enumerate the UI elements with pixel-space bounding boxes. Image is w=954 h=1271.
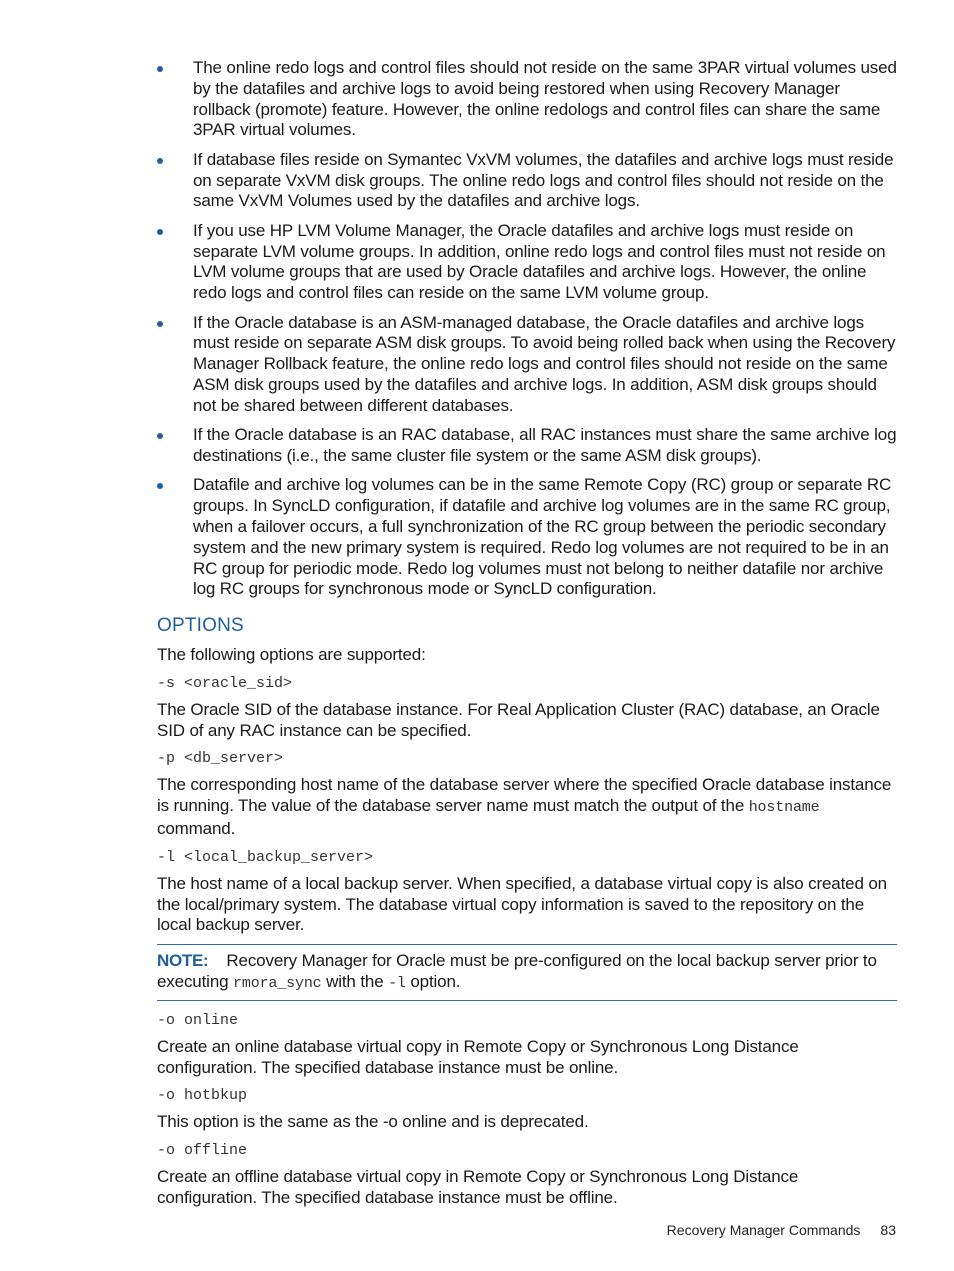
option-l-description: The host name of a local backup server. When specified, a database virtual copy is also created on the local/primary system. The database virtual copy information is saved to the repository on the local backup server. — [157, 873, 887, 935]
list-item — [157, 313, 897, 417]
option-l-flag: -l <local_backup_server> — [157, 848, 374, 866]
bullet-icon — [157, 66, 163, 72]
list-item — [157, 150, 897, 212]
list-item-text: If the Oracle database is an RAC database, all RAC instances must share the same archive log destinations (i.e., the same cluster file system or the same ASM disk groups). — [193, 425, 897, 465]
list-item — [157, 425, 897, 467]
list-item-text: If the Oracle database is an ASM-managed database, the Oracle datafiles and archive logs must reside on separate ASM disk groups. To avoid being rolled back when using the Recovery Manager Rollback feature, the online redo logs and control files should not reside on the same ASM disk groups used by the datafiles and archive logs. In addition, ASM disk groups should not be shared between different databases. — [193, 312, 896, 415]
bullet-icon — [157, 229, 163, 235]
option-online-flag: -o online — [157, 1011, 239, 1029]
option-offline-flag: -o offline — [157, 1142, 248, 1160]
list-item — [157, 221, 897, 304]
option-p-text-b: command. — [157, 819, 236, 839]
list-item — [157, 475, 897, 600]
option-online-description: Create an online database virtual copy in Remote Copy or Synchronous Long Distance configuration. The specified database instance must be online. — [157, 1036, 799, 1077]
option-s-description: The Oracle SID of the database instance. For Real Application Cluster (RAC) database, an Oracle SID of any RAC instance can be specified. — [157, 699, 880, 740]
list-item-text: If you use HP LVM Volume Manager, the Oracle datafiles and archive logs must reside on separate LVM volume groups. In addition, online redo logs and control files must not reside on LVM volume groups that are used by Oracle datafiles and archive logs. However, the online redo logs and control files can reside on the same LVM volume group. — [193, 220, 886, 303]
bullet-icon — [157, 433, 163, 439]
list-item-text: Datafile and archive log volumes can be in the same Remote Copy (RC) group or separate RC groups. In SyncLD configuration, if datafile and archive log volumes are in the same RC group, when a failover occurs, a full synchronization of the RC group between the periodic secondary system and the new primary system is required. Redo log volumes are not required to be in an RC group for periodic mode. Redo log volumes must not belong to neither datafile nor archive log RC groups for synchronous mode or SyncLD configuration. — [193, 475, 892, 599]
bullet-icon — [157, 158, 163, 164]
option-hotbkup-description: This option is the same as the -o online and is deprecated. — [157, 1112, 589, 1132]
footer-title: Recovery Manager Commands — [666, 1222, 861, 1238]
option-p-flag: -p <db_server> — [157, 750, 284, 768]
option-hotbkup-flag: -o hotbkup — [157, 1087, 248, 1105]
page-content — [157, 58, 897, 1209]
page-number: 83 — [880, 1222, 896, 1238]
option-s-flag: -s <oracle_sid> — [157, 674, 293, 692]
list-item-text: If database files reside on Symantec VxVM volumes, the datafiles and archive logs must reside on separate VxVM disk groups. The online redo logs and control files should not reside on the same VxVM Volumes used by the datafiles and archive logs. — [193, 149, 894, 211]
note-text-b: with the — [326, 972, 384, 992]
note-text-a: Recovery Manager for Oracle must be pre-configured on the local backup server prior to executing — [157, 951, 877, 992]
bullet-icon — [157, 321, 163, 327]
list-item — [157, 58, 897, 141]
note-box — [157, 944, 897, 1001]
requirements-list — [157, 58, 897, 600]
rmora-sync-code: rmora_sync — [233, 975, 322, 993]
bullet-icon — [157, 483, 163, 489]
option-p-text-a: The corresponding host name of the database server where the specified Oracle database instance is running. The value of the database server name must match the output of the — [157, 775, 892, 816]
options-heading: OPTIONS — [157, 615, 244, 637]
option-offline-description: Create an offline database virtual copy in Remote Copy or Synchronous Long Distance configuration. The specified database instance must be offline. — [157, 1167, 799, 1208]
list-item-text: The online redo logs and control files should not reside on the same 3PAR virtual volumes used by the datafiles and archive logs to avoid being restored when using Recovery Manager rollback (promote) feature. However, the online redologs and control files can share the same 3PAR virtual volumes. — [193, 58, 897, 140]
option-p-description — [157, 775, 897, 839]
note-text-c: option. — [410, 972, 461, 992]
page-footer — [667, 1222, 896, 1238]
l-flag-code: -l — [388, 975, 406, 993]
note-label: NOTE: — [157, 951, 209, 971]
options-intro: The following options are supported: — [157, 645, 426, 665]
hostname-code: hostname — [748, 799, 820, 817]
